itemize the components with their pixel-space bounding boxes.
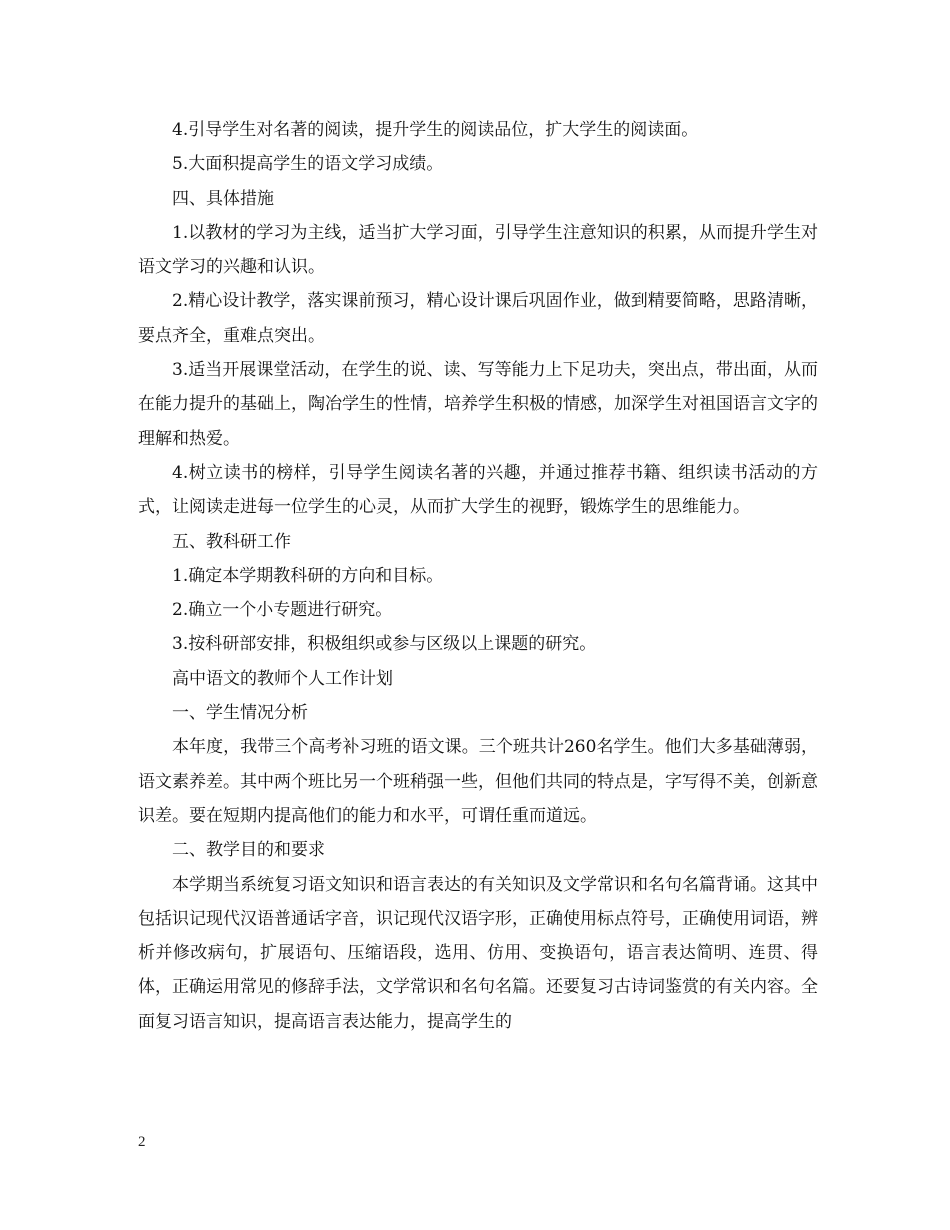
paragraph: 4.引导学生对名著的阅读，提升学生的阅读品位，扩大学生的阅读面。	[172, 120, 699, 140]
paragraph: 本年度，我带三个高考补习班的语文课。三个班共计260名学生。他们大多基础薄弱，语文素养差。其中两个班比另一个班稍强一些，但他们共同的特点是，字写得不美，创新意识差。要在短期内提高他们的能力和水平，可谓任重而道远。	[138, 737, 818, 826]
paragraph: 2.精心设计教学，落实课前预习，精心设计课后巩固作业，做到精要简略，思路清晰，要点齐全，重难点突出。	[138, 291, 818, 346]
section-heading: 一、学生情况分析	[172, 703, 308, 724]
paragraph: 5.大面积提高学生的语文学习成绩。	[172, 154, 444, 175]
paragraph: 3.适当开展课堂活动，在学生的说、读、写等能力上下足功夫，突出点，带出面，从而在能力提升的基础上，陶冶学生的性情，培养学生积极的情感，加深学生对祖国语言文字的理解和热爱。	[138, 360, 818, 449]
paragraph: 2.确立一个小专题进行研究。	[172, 600, 393, 621]
paragraph: 4.树立读书的榜样，引导学生阅读名著的兴趣，并通过推荐书籍、组织读书活动的方式，让阅读走进每一位学生的心灵，从而扩大学生的视野，锻炼学生的思维能力。	[138, 462, 818, 518]
page-number: 2	[138, 1134, 146, 1150]
section-heading: 二、教学目的和要求	[172, 840, 325, 861]
body-text	[138, 113, 818, 1039]
paragraph: 1.以教材的学习为主线，适当扩大学习面，引导学生注意知识的积累，从而提升学生对语文学习的兴趣和认识。	[138, 222, 818, 278]
paragraph: 本学期当系统复习语文知识和语言表达的有关知识及文学常识和名句名篇背诵。这其中包括识记现代汉语普通话字音，识记现代汉语字形，正确使用标点符号，正确使用词语，辨析并修改病句，扩展语句、压缩语段，选用、仿用、变换语句，语言表达简明、连贯、得体，正确运用常见的修辞手法，文学常识和名句名篇。还要复习古诗词鉴赏的有关内容。全面复习语言知识，提高语言表达能力，提高学生的	[138, 874, 818, 1032]
section-heading: 五、教科研工作	[172, 531, 291, 552]
section-heading: 四、具体措施	[172, 188, 274, 209]
paragraph: 3.按科研部安排，积极组织或参与区级以上课题的研究。	[172, 634, 597, 655]
paragraph: 1.确定本学期教科研的方向和目标。	[172, 565, 444, 586]
document-title: 高中语文的教师个人工作计划	[172, 668, 393, 689]
